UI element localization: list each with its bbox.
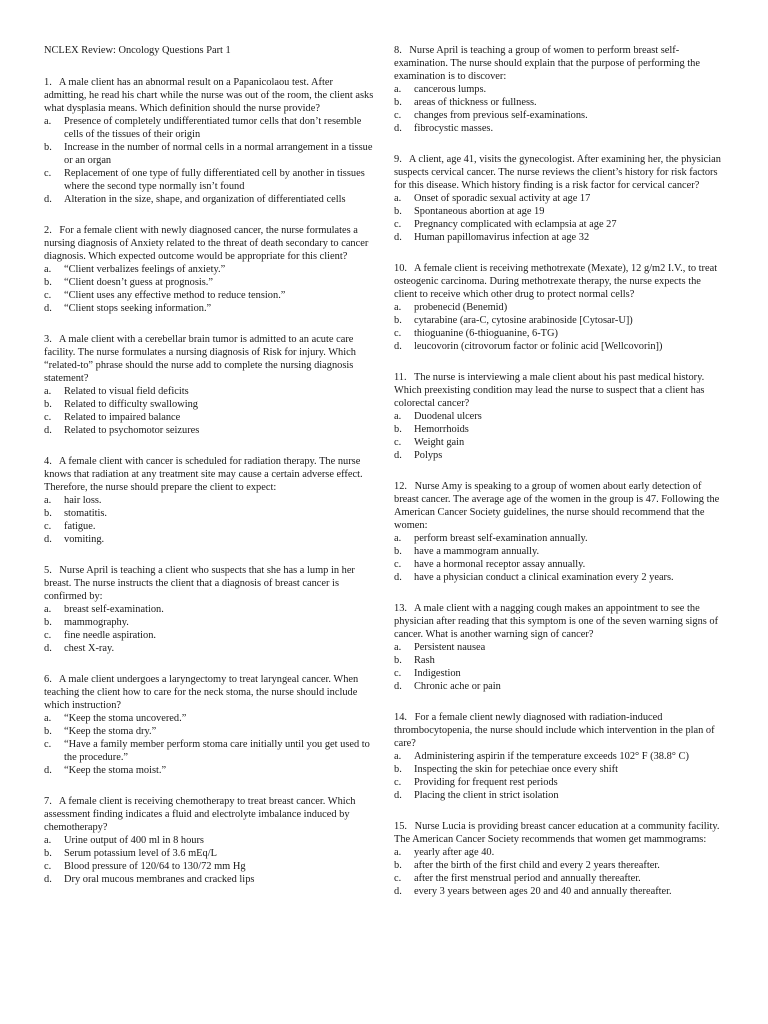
option-letter: b. (394, 655, 402, 666)
answer-option (394, 205, 724, 218)
answer-option (44, 520, 374, 533)
option-letter: c. (44, 861, 52, 872)
question-number: 13. (394, 603, 407, 614)
question-text: A male client with a nagging cough makes an appointment to see the physician after reading that this symptom is one of the seven warning signs of cancer. What is another warning sign of cancer? (394, 603, 719, 640)
document-title: NCLEX Review: Oncology Questions Part 1 (44, 45, 231, 56)
answer-option (394, 83, 724, 96)
question-number: 5. (44, 565, 52, 576)
option-text: Administering aspirin if the temperature exceeds 102° F (38.8° C) (414, 751, 689, 762)
question-stem (44, 673, 374, 712)
answer-option (394, 545, 724, 558)
question-number: 9. (394, 154, 402, 165)
option-text: “Client uses any effective method to reduce tension.” (64, 290, 286, 301)
option-text: areas of thickness or fullness. (414, 97, 537, 108)
answer-option (394, 423, 724, 436)
question-number: 14. (394, 712, 407, 723)
option-text: Spontaneous abortion at age 19 (414, 206, 545, 217)
question-number: 11. (394, 372, 407, 383)
option-text: Onset of sporadic sexual activity at age 17 (414, 193, 591, 204)
answer-option (44, 398, 374, 411)
answer-options (394, 532, 724, 584)
option-letter: c. (394, 777, 402, 788)
right-column (394, 44, 724, 916)
answer-options (44, 115, 374, 206)
answer-option (44, 115, 374, 141)
option-text: Pregnancy complicated with eclampsia at age 27 (414, 219, 617, 230)
answer-option (44, 629, 374, 642)
answer-option (44, 424, 374, 437)
question-stem (394, 44, 724, 83)
option-letter: a. (394, 84, 402, 95)
answer-options (394, 846, 724, 898)
answer-option (44, 494, 374, 507)
answer-options (44, 263, 374, 315)
question-number: 6. (44, 674, 52, 685)
answer-option (394, 750, 724, 763)
answer-option (394, 449, 724, 462)
question-number: 7. (44, 796, 52, 807)
question-13 (394, 602, 724, 693)
question-stem (394, 711, 724, 750)
question-number: 3. (44, 334, 52, 345)
option-text: Placing the client in strict isolation (414, 790, 559, 801)
option-letter: d. (394, 450, 402, 461)
question-number: 10. (394, 263, 407, 274)
option-text: Rash (414, 655, 435, 666)
answer-option (44, 603, 374, 616)
option-letter: d. (394, 790, 402, 801)
question-stem (394, 153, 724, 192)
option-text: Polyps (414, 450, 443, 461)
answer-option (394, 859, 724, 872)
option-letter: d. (44, 425, 52, 436)
answer-options (44, 494, 374, 546)
option-letter: b. (394, 546, 402, 557)
option-letter: d. (44, 874, 52, 885)
question-text: Nurse April is teaching a group of women to perform breast self-examination. The nurse should explain that the purpose of performing the examination is to discover: (394, 45, 700, 82)
option-text: Increase in the number of normal cells in a normal arrangement in a tissue or an organ (64, 142, 373, 166)
question-stem (44, 76, 374, 115)
answer-option (394, 654, 724, 667)
question-number: 4. (44, 456, 52, 467)
option-text: Urine output of 400 ml in 8 hours (64, 835, 204, 846)
option-letter: c. (44, 739, 52, 750)
option-text: “Keep the stoma moist.” (64, 765, 167, 776)
option-text: Related to difficulty swallowing (64, 399, 198, 410)
option-text: Weight gain (414, 437, 465, 448)
answer-option (44, 860, 374, 873)
question-stem (44, 795, 374, 834)
answer-option (44, 507, 374, 520)
option-letter: a. (394, 193, 402, 204)
option-text: Alteration in the size, shape, and organization of differentiated cells (64, 194, 346, 205)
answer-option (44, 193, 374, 206)
option-text: Related to psychomotor seizures (64, 425, 200, 436)
question-text: A female client is receiving methotrexate (Mexate), 12 g/m2 I.V., to treat osteogenic carcinoma. During methotrexate therapy, the nurse expects the client to receive which other drug to protect normal cells? (394, 263, 718, 300)
option-letter: d. (394, 232, 402, 243)
option-text: Indigestion (414, 668, 461, 679)
option-letter: b. (44, 617, 52, 628)
option-letter: d. (44, 194, 52, 205)
answer-option (394, 218, 724, 231)
question-number: 2. (44, 225, 52, 236)
option-text: chest X-ray. (64, 643, 115, 654)
option-letter: c. (394, 437, 402, 448)
option-letter: c. (394, 110, 402, 121)
option-text: every 3 years between ages 20 and 40 and annually thereafter. (414, 886, 672, 897)
option-text: Chronic ache or pain (414, 681, 501, 692)
option-letter: d. (394, 572, 402, 583)
option-letter: d. (44, 643, 52, 654)
option-letter: d. (44, 303, 52, 314)
answer-option (394, 231, 724, 244)
answer-option (44, 642, 374, 655)
answer-option (394, 410, 724, 423)
option-letter: d. (394, 123, 402, 134)
option-letter: b. (44, 726, 52, 737)
option-letter: b. (394, 97, 402, 108)
question-12 (394, 480, 724, 584)
question-2 (44, 224, 374, 315)
question-stem (44, 333, 374, 385)
option-letter: b. (394, 206, 402, 217)
answer-option (394, 846, 724, 859)
option-letter: a. (394, 302, 402, 313)
answer-option (394, 532, 724, 545)
option-letter: b. (44, 399, 52, 410)
option-letter: c. (44, 168, 52, 179)
option-text: fine needle aspiration. (64, 630, 157, 641)
option-letter: a. (394, 847, 402, 858)
answer-option (394, 571, 724, 584)
question-11 (394, 371, 724, 462)
option-letter: c. (44, 630, 52, 641)
question-stem (394, 480, 724, 532)
question-1 (44, 76, 374, 206)
answer-option (44, 289, 374, 302)
option-letter: d. (394, 681, 402, 692)
answer-option (394, 301, 724, 314)
question-text: A female client is receiving chemotherapy to treat breast cancer. Which assessment finding indicates a fluid and electrolyte imbalance induced by chemotherapy? (44, 796, 356, 833)
option-letter: a. (44, 835, 52, 846)
option-letter: b. (394, 424, 402, 435)
answer-options (394, 750, 724, 802)
answer-option (394, 680, 724, 693)
answer-options (44, 712, 374, 777)
option-letter: a. (44, 116, 52, 127)
question-text: A female client with cancer is scheduled for radiation therapy. The nurse knows that radiation at any treatment site may cause a certain adverse effect. Therefore, the nurse should prepare the client to expect: (44, 456, 363, 493)
option-letter: b. (44, 508, 52, 519)
question-14 (394, 711, 724, 802)
question-stem (394, 820, 724, 846)
question-stem (394, 371, 724, 410)
question-5 (44, 564, 374, 655)
option-text: hair loss. (64, 495, 102, 506)
answer-options (394, 641, 724, 693)
option-text: “Keep the stoma dry.” (64, 726, 157, 737)
option-letter: c. (394, 328, 402, 339)
answer-option (394, 192, 724, 205)
option-text: vomiting. (64, 534, 105, 545)
answer-option (44, 141, 374, 167)
option-text: “Have a family member perform stoma care initially until you get used to the procedure.” (64, 739, 370, 763)
option-text: thioguanine (6-thioguanine, 6-TG) (414, 328, 558, 339)
question-text: A male client has an abnormal result on a Papanicolaou test. After admitting, he read his chart while the nurse was out of the room, the client asks what dysplasia means. Which definition should the nurse provide? (44, 77, 374, 114)
question-text: A male client undergoes a laryngectomy to treat laryngeal cancer. When teaching the client how to care for the neck stoma, the nurse should include which instruction? (44, 674, 359, 711)
answer-options (44, 385, 374, 437)
question-6 (44, 673, 374, 777)
option-text: perform breast self-examination annually. (414, 533, 588, 544)
answer-option (394, 763, 724, 776)
option-text: Persistent nausea (414, 642, 486, 653)
answer-option (394, 340, 724, 353)
question-stem (44, 564, 374, 603)
option-text: have a hormonal receptor assay annually. (414, 559, 586, 570)
answer-option (44, 616, 374, 629)
option-letter: a. (44, 495, 52, 506)
option-text: “Client stops seeking information.” (64, 303, 212, 314)
question-number: 12. (394, 481, 407, 492)
answer-option (44, 764, 374, 777)
option-text: Related to impaired balance (64, 412, 181, 423)
option-letter: c. (394, 668, 402, 679)
question-stem (394, 262, 724, 301)
question-7 (44, 795, 374, 886)
answer-option (394, 789, 724, 802)
option-text: Serum potassium level of 3.6 mEq/L (64, 848, 217, 859)
option-text: fibrocystic masses. (414, 123, 494, 134)
option-letter: b. (44, 277, 52, 288)
option-text: Hemorrhoids (414, 424, 469, 435)
option-letter: d. (44, 534, 52, 545)
question-number: 15. (394, 821, 407, 832)
option-text: Human papillomavirus infection at age 32 (414, 232, 590, 243)
answer-options (394, 192, 724, 244)
answer-option (44, 725, 374, 738)
answer-option (394, 776, 724, 789)
option-text: changes from previous self-examinations. (414, 110, 588, 121)
question-9 (394, 153, 724, 244)
answer-option (394, 96, 724, 109)
option-text: Replacement of one type of fully differentiated cell by another in tissues where the second type normally isn’t found (64, 168, 365, 192)
option-text: “Keep the stoma uncovered.” (64, 713, 187, 724)
question-text: Nurse April is teaching a client who suspects that she has a lump in her breast. The nurse instructs the client that a diagnosis of breast cancer is confirmed by: (44, 565, 355, 602)
option-text: Providing for frequent rest periods (414, 777, 558, 788)
answer-options (394, 301, 724, 353)
option-text: probenecid (Benemid) (414, 302, 508, 313)
question-4 (44, 455, 374, 546)
question-15 (394, 820, 724, 898)
option-letter: a. (44, 264, 52, 275)
question-text: For a female client newly diagnosed with radiation-induced thrombocytopenia, the nurse should include which intervention in the plan of care? (394, 712, 715, 749)
question-stem (44, 224, 374, 263)
option-letter: c. (394, 559, 402, 570)
question-8 (394, 44, 724, 135)
answer-options (394, 83, 724, 135)
answer-options (44, 834, 374, 886)
answer-option (394, 314, 724, 327)
option-letter: c. (44, 521, 52, 532)
answer-option (44, 411, 374, 424)
option-letter: b. (44, 142, 52, 153)
option-letter: a. (394, 533, 402, 544)
answer-option (44, 873, 374, 886)
answer-option (44, 712, 374, 725)
option-text: Presence of completely undifferentiated tumor cells that don’t resemble cells of the tissues of their origin (64, 116, 362, 140)
option-letter: a. (44, 386, 52, 397)
question-number: 1. (44, 77, 52, 88)
option-text: fatigue. (64, 521, 96, 532)
answer-option (44, 533, 374, 546)
option-text: after the first menstrual period and annually thereafter. (414, 873, 641, 884)
option-text: Inspecting the skin for petechiae once every shift (414, 764, 618, 775)
answer-options (394, 410, 724, 462)
option-text: Blood pressure of 120/64 to 130/72 mm Hg (64, 861, 246, 872)
question-10 (394, 262, 724, 353)
question-text: Nurse Lucia is providing breast cancer education at a community facility. The American Cancer Society recommends that women get mammograms: (394, 821, 720, 845)
option-text: Dry oral mucous membranes and cracked lips (64, 874, 255, 885)
option-text: “Client verbalizes feelings of anxiety.” (64, 264, 226, 275)
question-text: The nurse is interviewing a male client about his past medical history. Which preexisting condition may lead the nurse to suspect that a client has colorectal cancer? (394, 372, 705, 409)
option-letter: a. (44, 604, 52, 615)
option-letter: d. (394, 341, 402, 352)
answer-option (44, 738, 374, 764)
question-text: For a female client with newly diagnosed cancer, the nurse formulates a nursing diagnosis of Anxiety related to the threat of death secondary to cancer diagnosis. Which expected outcome would be appropriate for this client? (44, 225, 369, 262)
answer-option (44, 263, 374, 276)
option-letter: c. (394, 219, 402, 230)
option-text: Duodenal ulcers (414, 411, 482, 422)
answer-option (394, 885, 724, 898)
answer-option (44, 385, 374, 398)
question-number: 8. (394, 45, 402, 56)
answer-options (44, 603, 374, 655)
option-letter: d. (394, 886, 402, 897)
answer-option (44, 834, 374, 847)
option-text: Related to visual field deficits (64, 386, 189, 397)
option-text: have a mammogram annually. (414, 546, 540, 557)
answer-option (44, 276, 374, 289)
answer-option (394, 122, 724, 135)
answer-option (394, 558, 724, 571)
option-text: yearly after age 40. (414, 847, 495, 858)
option-text: have a physician conduct a clinical examination every 2 years. (414, 572, 674, 583)
option-letter: a. (394, 411, 402, 422)
option-letter: b. (394, 315, 402, 326)
option-text: stomatitis. (64, 508, 108, 519)
answer-option (394, 327, 724, 340)
answer-option (44, 167, 374, 193)
option-text: after the birth of the first child and every 2 years thereafter. (414, 860, 660, 871)
option-text: cytarabine (ara-C, cytosine arabinoside [Cytosar-U]) (414, 315, 633, 326)
question-text: A male client with a cerebellar brain tumor is admitted to an acute care facility. The nurse formulates a nursing diagnosis of Risk for injury. Which “related-to” phrase should the nurse add to complete the nursing diagnosis statement? (44, 334, 356, 384)
answer-option (394, 641, 724, 654)
option-text: leucovorin (citrovorum factor or folinic acid [Wellcovorin]) (414, 341, 663, 352)
option-letter: a. (394, 642, 402, 653)
option-letter: c. (44, 412, 52, 423)
question-text: A client, age 41, visits the gynecologist. After examining her, the physician suspects cervical cancer. The nurse reviews the client’s history for risk factors for this disease. Which history finding is a risk factor for cervical cancer? (394, 154, 721, 191)
answer-option (394, 667, 724, 680)
option-text: cancerous lumps. (414, 84, 487, 95)
question-text: Nurse Amy is speaking to a group of women about early detection of breast cancer. The average age of the women in the group is 47. Following the American Cancer Society guidelines, the nurse should recommend that the women: (394, 481, 720, 531)
question-stem (44, 455, 374, 494)
option-text: “Client doesn’t guess at prognosis.” (64, 277, 214, 288)
option-letter: b. (394, 764, 402, 775)
question-stem (394, 602, 724, 641)
option-letter: b. (394, 860, 402, 871)
left-column (44, 44, 374, 904)
answer-option (394, 436, 724, 449)
option-letter: a. (394, 751, 402, 762)
question-3 (44, 333, 374, 437)
option-letter: c. (394, 873, 402, 884)
option-letter: a. (44, 713, 52, 724)
answer-option (394, 872, 724, 885)
option-letter: d. (44, 765, 52, 776)
option-text: mammography. (64, 617, 129, 628)
answer-option (44, 847, 374, 860)
option-letter: c. (44, 290, 52, 301)
answer-option (394, 109, 724, 122)
option-text: breast self-examination. (64, 604, 164, 615)
answer-option (44, 302, 374, 315)
option-letter: b. (44, 848, 52, 859)
